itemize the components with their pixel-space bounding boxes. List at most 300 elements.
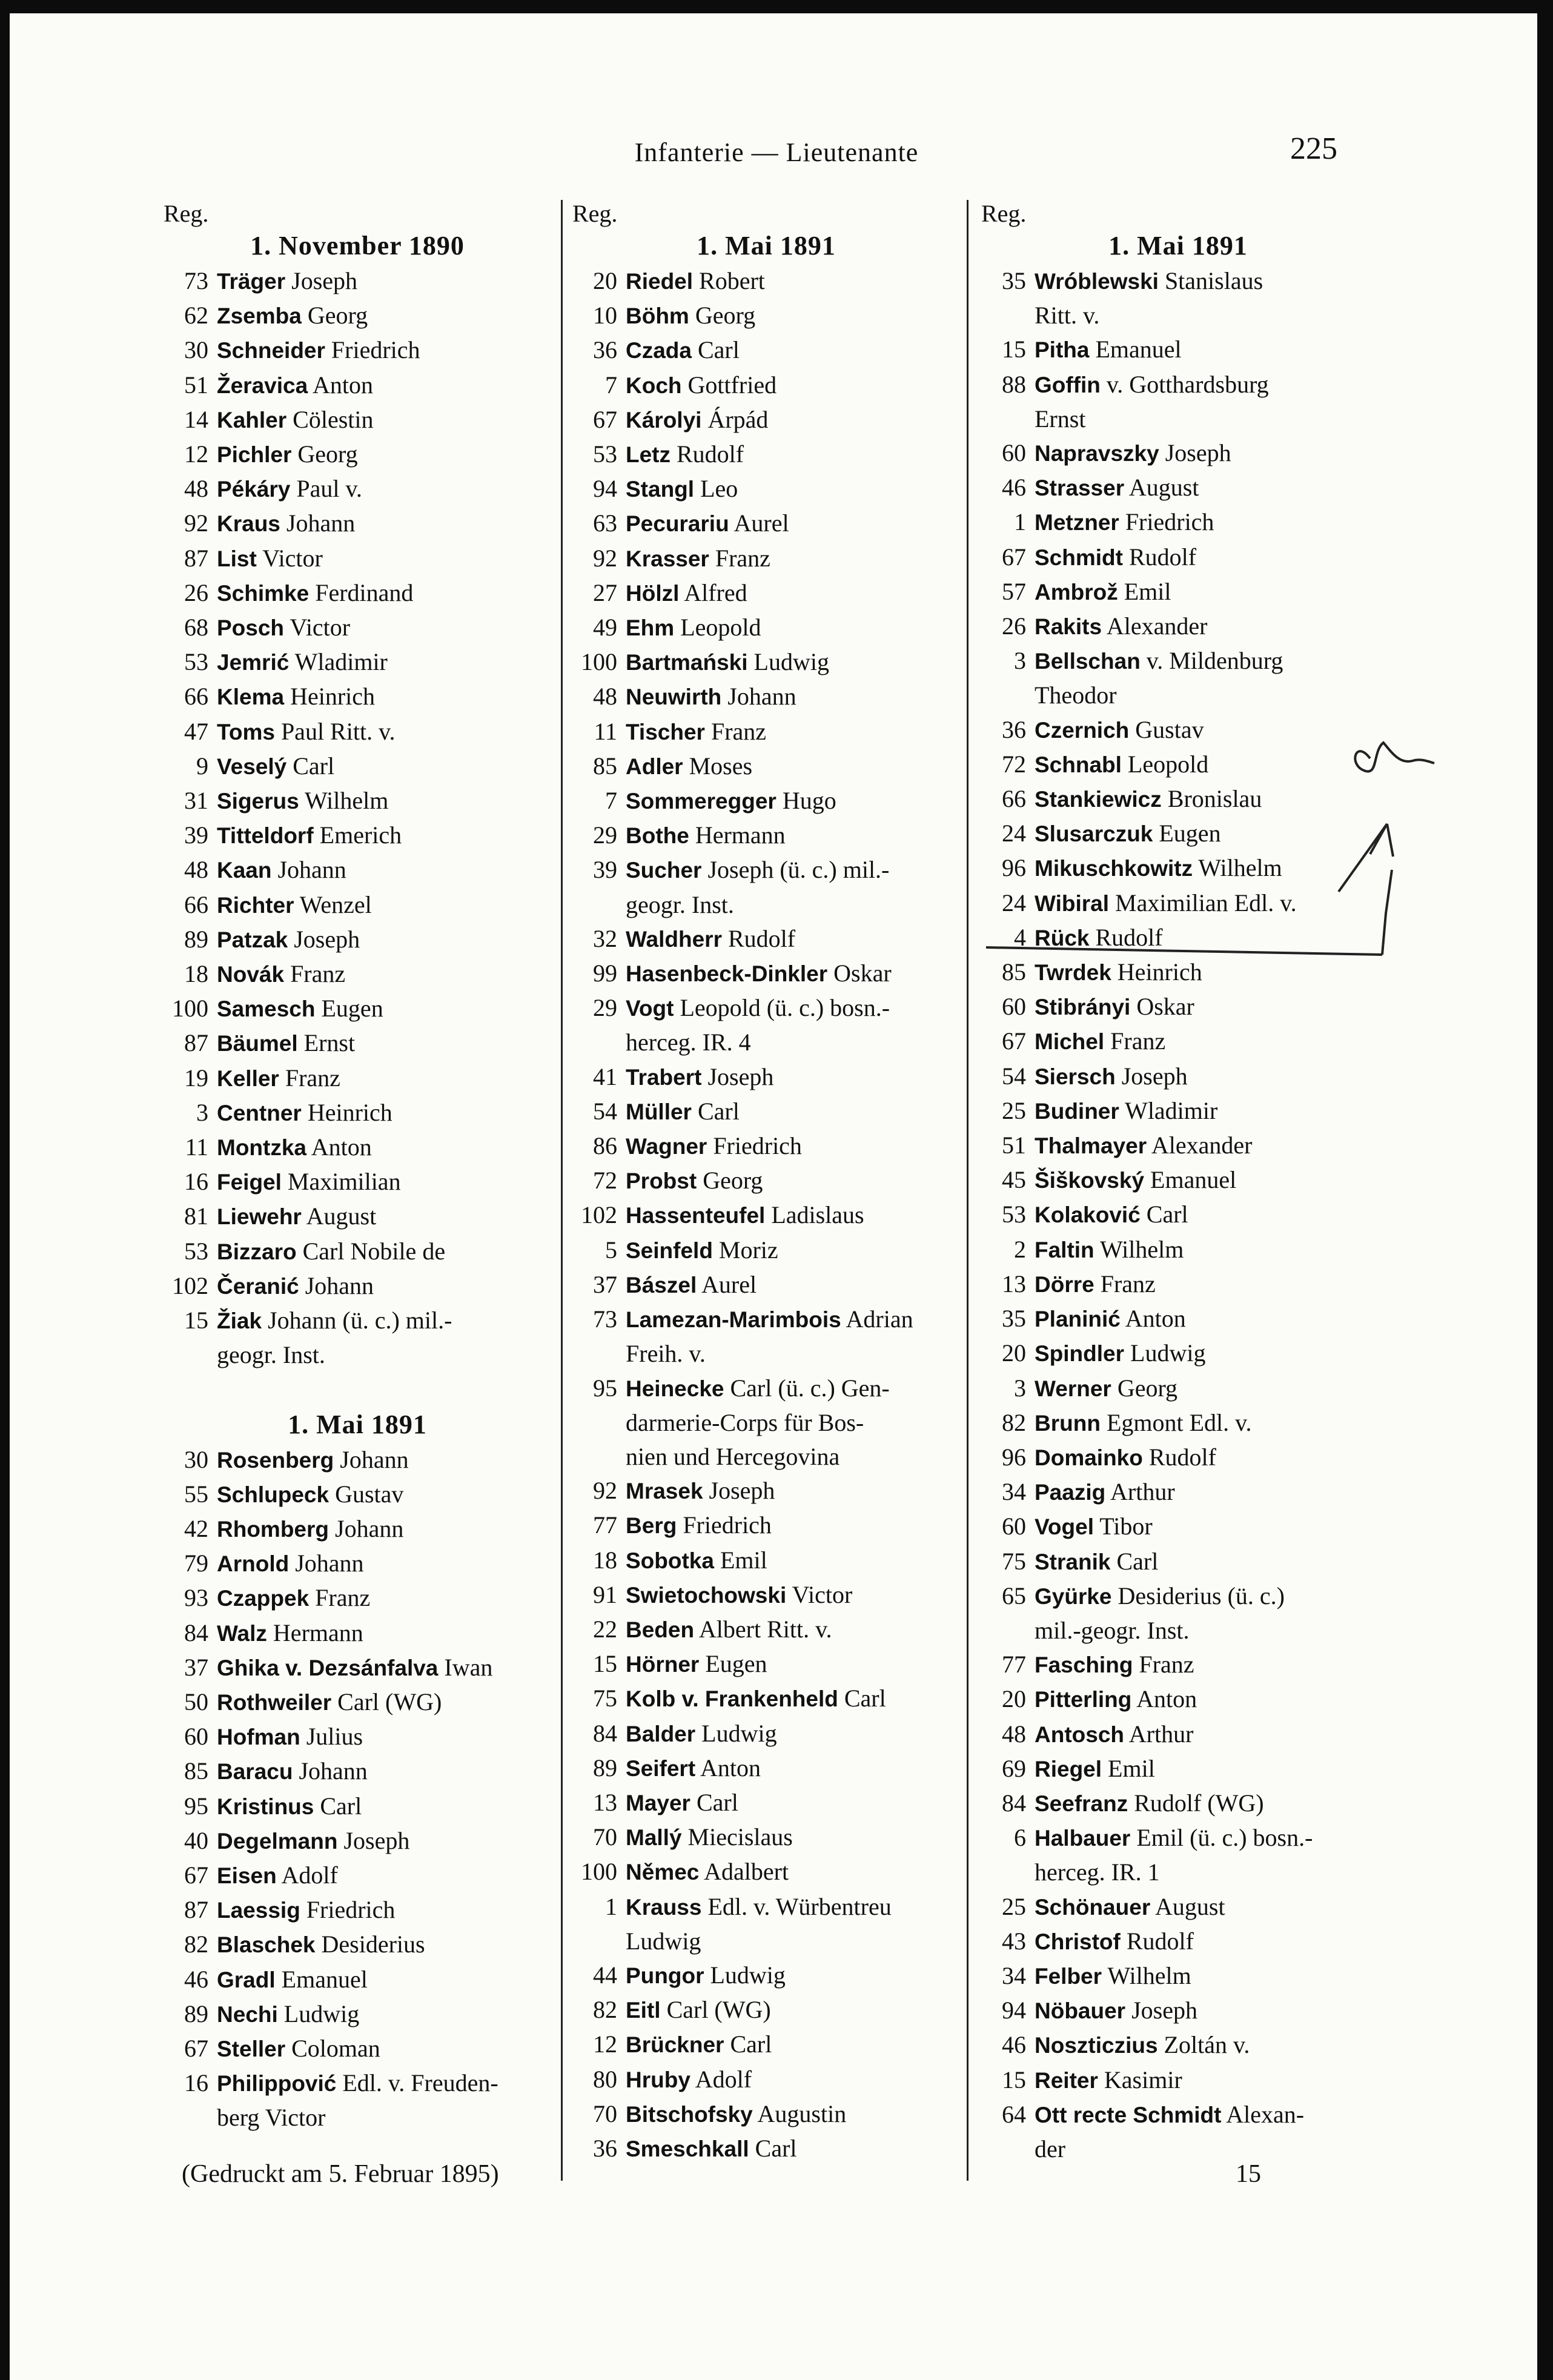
given-name: Alexander (1106, 612, 1208, 640)
regiment-number: 12 (593, 2030, 617, 2058)
surname: Berg (626, 1513, 677, 1539)
given-name: Leopold (ü. c.) bosn.- (680, 994, 890, 1022)
given-name: Wilhelm (1198, 854, 1282, 882)
surname: Philippović (217, 2071, 337, 2097)
regiment-number: 16 (184, 1168, 208, 1196)
surname: Veselý (217, 754, 287, 779)
surname: Riegel (1035, 1756, 1102, 1782)
surname: Eitl (626, 1998, 661, 2023)
surname: Müller (626, 1099, 692, 1124)
surname: Fasching (1035, 1652, 1133, 1678)
given-name: Carl (320, 1792, 362, 1820)
given-name: Ludwig (701, 1719, 777, 1747)
surname: Degelmann (217, 1828, 338, 1854)
regiment-number: 46 (1002, 2031, 1026, 2059)
surname: Faltin (1035, 1237, 1094, 1262)
surname: Bellschan (1035, 649, 1141, 674)
given-name: Joseph (ü. c.) mil.- (707, 856, 890, 884)
given-name: Ludwig (283, 2000, 360, 2027)
regiment-number: 95 (593, 1374, 617, 1402)
given-name: Gustav (1135, 715, 1204, 743)
surname: Jemrić (217, 650, 290, 675)
given-name: Carl (293, 752, 335, 780)
given-name: Carl (1146, 1201, 1188, 1228)
section-date-heading: 1. Mai 1891 (1108, 231, 1248, 260)
surname: Wagner (626, 1134, 707, 1159)
surname: Richter (217, 892, 294, 918)
regiment-number: 72 (1002, 750, 1026, 778)
surname: Träger (217, 269, 286, 294)
given-name: Alfred (684, 578, 747, 606)
surname: Christof (1035, 1929, 1121, 1954)
reg-label: Reg. (572, 200, 618, 227)
given-name: Carl (755, 2134, 797, 2162)
entry-continuation: nien und Hercegovina (626, 1442, 840, 1470)
given-name: Julius (306, 1723, 363, 1751)
regiment-number: 15 (1002, 2066, 1026, 2093)
regiment-number: 16 (184, 2069, 208, 2097)
given-name: Rudolf (WG) (1134, 1789, 1264, 1817)
given-name: Franz (1110, 1027, 1166, 1055)
regiment-number: 25 (1002, 1096, 1026, 1124)
regiment-number: 36 (1002, 715, 1026, 743)
surname: Antosch (1035, 1722, 1124, 1747)
regiment-number: 84 (1002, 1789, 1026, 1817)
given-name: Heinrich (290, 683, 376, 711)
given-name: Leopold (680, 614, 761, 641)
regiment-number: 102 (172, 1271, 208, 1299)
surname: Centner (217, 1100, 302, 1125)
given-name: Johann (299, 1757, 368, 1785)
given-name: Desiderius (321, 1931, 425, 1958)
surname: Michel (1035, 1029, 1105, 1055)
given-name: Joseph (707, 1062, 774, 1090)
regiment-number: 86 (593, 1132, 617, 1160)
regiment-number: 44 (593, 1961, 617, 1989)
given-name: Moses (689, 752, 753, 780)
surname: Bartmański (626, 650, 748, 675)
given-name: Carl (WG) (666, 1996, 771, 2024)
regiment-number: 69 (1002, 1754, 1026, 1782)
regiment-number: 13 (593, 1788, 617, 1816)
surname: Mallý (626, 1825, 682, 1851)
regiment-number: 85 (593, 752, 617, 780)
surname: Pitha (1035, 337, 1090, 363)
given-name: Alexan- (1226, 2100, 1305, 2128)
given-name: Joseph (291, 267, 358, 294)
surname: Keller (217, 1066, 279, 1091)
given-name: Victor (262, 544, 323, 572)
regiment-number: 39 (593, 856, 617, 884)
surname: Liewehr (217, 1204, 302, 1230)
surname: Sobotka (626, 1548, 714, 1573)
regiment-number: 70 (593, 1823, 617, 1851)
given-name: Franz (285, 1064, 340, 1092)
surname: Titteldorf (217, 823, 314, 849)
surname: Čeranić (217, 1273, 299, 1299)
regiment-number: 43 (1002, 1927, 1026, 1955)
entry-continuation: berg Victor (217, 2104, 326, 2132)
surname: Šiškovský (1035, 1168, 1145, 1193)
entry-continuation: geogr. Inst. (626, 890, 734, 918)
entry-continuation: herceg. IR. 1 (1035, 1858, 1160, 1886)
given-name: Franz (290, 960, 346, 988)
given-name: Joseph (1121, 1062, 1188, 1090)
surname: Trabert (626, 1064, 702, 1090)
given-name: Joseph (1131, 1997, 1197, 2024)
regiment-number: 45 (1002, 1166, 1026, 1194)
regiment-number: 60 (1002, 993, 1026, 1021)
surname: Bizzaro (217, 1239, 297, 1264)
surname: Czernich (1035, 717, 1130, 743)
surname: Sommeregger (626, 789, 776, 814)
given-name: Joseph (709, 1477, 775, 1505)
surname: Schimke (217, 580, 310, 606)
regiment-number: 18 (184, 960, 208, 988)
regiment-number: 1 (605, 1892, 617, 1920)
entry-continuation: darmerie-Corps für Bos- (626, 1408, 864, 1436)
given-name: Franz (710, 717, 767, 745)
given-name: Iwan (444, 1653, 493, 1681)
regiment-number: 14 (184, 405, 208, 433)
surname: Balder (626, 1721, 696, 1746)
surname: Kristinus (217, 1794, 314, 1819)
surname: Lamezan-Marimbois (626, 1307, 841, 1333)
regiment-number: 41 (593, 1062, 617, 1090)
regiment-number: 60 (1002, 1513, 1026, 1540)
regiment-number: 15 (184, 1307, 208, 1334)
given-name: Moriz (718, 1236, 778, 1264)
regiment-number: 24 (1002, 820, 1026, 847)
given-name: Anton (1136, 1685, 1197, 1713)
surname: Kahler (217, 407, 287, 433)
surname: Ambrož (1035, 579, 1118, 605)
regiment-number: 25 (1002, 1892, 1026, 1920)
given-name: Aurel (701, 1270, 757, 1298)
regiment-number: 95 (184, 1792, 208, 1820)
regiment-number: 87 (184, 544, 208, 572)
surname: Bitschofsky (626, 2101, 753, 2127)
given-name: August (1128, 474, 1199, 502)
surname: Němec (626, 1860, 700, 1885)
given-name: Stanislaus (1164, 267, 1263, 294)
given-name: Edl. v. Würbentreu (707, 1892, 892, 1920)
given-name: Franz (315, 1584, 371, 1612)
regiment-number: 54 (593, 1097, 617, 1125)
surname: Budiner (1035, 1098, 1119, 1124)
given-name: Gustav (335, 1480, 404, 1508)
regiment-number: 102 (581, 1201, 617, 1229)
surname: Koch (626, 373, 682, 398)
regiment-number: 36 (593, 336, 617, 364)
reg-label: Reg. (164, 200, 209, 227)
regiment-number: 6 (1014, 1824, 1026, 1852)
given-name: Carl (697, 336, 740, 364)
surname: Kolb v. Frankenheld (626, 1686, 838, 1712)
given-name: Georg (703, 1167, 763, 1195)
handwritten-bracket-line (1382, 870, 1392, 955)
surname: Zsemba (217, 303, 302, 329)
entry-continuation: der (1035, 2135, 1066, 2163)
surname: Rothweiler (217, 1689, 332, 1715)
surname: Arnold (217, 1551, 290, 1577)
regiment-number: 53 (184, 648, 208, 676)
regiment-number: 82 (593, 1996, 617, 2024)
given-name: Johann (340, 1445, 409, 1473)
given-name: Carl (1116, 1547, 1159, 1575)
regiment-number: 22 (593, 1615, 617, 1643)
surname: Laessig (217, 1898, 300, 1923)
regiment-number: 51 (184, 371, 208, 399)
surname: Rück (1035, 925, 1090, 950)
given-name: Johann (277, 856, 346, 884)
given-name: Aurel (733, 509, 789, 537)
regiment-number: 29 (593, 821, 617, 849)
regiment-number: 62 (184, 302, 208, 330)
given-name: Johann (305, 1271, 374, 1299)
regiment-number: 5 (605, 1236, 617, 1264)
regiment-number: 99 (593, 960, 617, 987)
given-name: Zoltán v. (1164, 2031, 1250, 2059)
regiment-number: 92 (593, 544, 617, 572)
given-name: Carl Nobile de (302, 1237, 446, 1265)
surname: Stibrányi (1035, 995, 1131, 1020)
surname: Napravszky (1035, 441, 1159, 466)
surname: Tischer (626, 719, 705, 744)
regiment-number: 2 (1014, 1235, 1026, 1263)
given-name: Oskar (1136, 993, 1194, 1021)
given-name: Rudolf (1128, 543, 1197, 571)
surname: Noszticzius (1035, 2033, 1158, 2058)
given-name: Joseph (343, 1826, 410, 1854)
regiment-number: 48 (184, 475, 208, 503)
given-name: Carl (730, 2030, 772, 2058)
regiment-number: 87 (184, 1029, 208, 1057)
given-name: Wenzel (299, 890, 372, 918)
given-name: Carl (697, 1097, 740, 1125)
given-name: Egmont Edl. v. (1106, 1408, 1252, 1436)
given-name: Leo (700, 475, 738, 503)
given-name: Miecislaus (687, 1823, 793, 1851)
regiment-number: 75 (1002, 1547, 1026, 1575)
given-name: Tibor (1099, 1513, 1153, 1540)
regiment-number: 73 (593, 1305, 617, 1333)
entry-continuation: Freih. v. (626, 1340, 706, 1368)
given-name: Emerich (319, 821, 402, 849)
given-name: Alexander (1151, 1132, 1253, 1159)
given-name: Arthur (1110, 1478, 1175, 1506)
given-name: Victor (290, 614, 351, 641)
given-name: Coloman (291, 2034, 380, 2062)
surname: Siersch (1035, 1064, 1116, 1089)
regiment-number: 88 (1002, 370, 1026, 398)
surname: Patzak (217, 927, 288, 952)
given-name: Rudolf (1148, 1443, 1216, 1471)
regiment-number: 42 (184, 1514, 208, 1542)
given-name: Hermann (273, 1619, 363, 1646)
given-name: Johann (727, 683, 796, 711)
handwritten-arrow-icon (1339, 824, 1393, 892)
regiment-number: 70 (593, 2100, 617, 2127)
surname: Halbauer (1035, 1826, 1131, 1851)
regiment-number: 92 (184, 509, 208, 537)
regiment-number: 66 (184, 683, 208, 711)
regiment-number: 96 (1002, 1443, 1026, 1471)
regiment-number: 18 (593, 1546, 617, 1574)
regiment-number: 31 (184, 787, 208, 815)
surname: Ott recte Schmidt (1035, 2102, 1222, 2127)
regiment-number: 27 (593, 578, 617, 606)
regiment-number: 36 (593, 2134, 617, 2162)
given-name: Heinrich (307, 1098, 392, 1126)
surname: Pungor (626, 1963, 704, 1988)
given-name: Emil (720, 1546, 767, 1574)
surname: Heinecke (626, 1376, 724, 1401)
surname: Schnabl (1035, 752, 1122, 777)
regiment-number: 60 (184, 1723, 208, 1751)
regiment-number: 84 (184, 1619, 208, 1646)
regiment-number: 37 (184, 1653, 208, 1681)
surname: Blaschek (217, 1932, 316, 1958)
handwritten-deletion-mark-icon (1355, 743, 1434, 772)
surname: Mikuschkowitz (1035, 856, 1193, 881)
regiment-number: 82 (184, 1931, 208, 1958)
surname: Neuwirth (626, 684, 722, 710)
surname: Planinić (1035, 1307, 1121, 1332)
given-name: Georg (695, 302, 756, 330)
given-name: Joseph (1165, 439, 1231, 467)
regiment-number: 20 (1002, 1339, 1026, 1367)
given-name: Franz (1100, 1270, 1156, 1298)
surname: Vogel (1035, 1514, 1094, 1540)
regiment-number: 79 (184, 1550, 208, 1577)
surname: Smeschkall (626, 2136, 749, 2161)
regiment-number: 60 (1002, 439, 1026, 467)
surname: Mayer (626, 1790, 690, 1815)
surname: Hörner (626, 1652, 700, 1677)
surname: Mrasek (626, 1479, 703, 1504)
surname: Metzner (1035, 510, 1119, 535)
surname: Kraus (217, 511, 280, 537)
given-name: Johann (286, 509, 356, 537)
given-name: Augustin (757, 2100, 847, 2127)
regiment-number: 32 (593, 924, 617, 952)
given-name: Carl (WG) (337, 1688, 442, 1715)
given-name: Maximilian Edl. v. (1115, 889, 1297, 917)
given-name: Anton (311, 1133, 372, 1161)
surname: Brunn (1035, 1410, 1101, 1436)
given-name: Bronislau (1167, 785, 1262, 813)
surname: Seinfeld (626, 1238, 713, 1263)
regiment-number: 57 (1002, 577, 1026, 605)
given-name: Hugo (782, 787, 836, 815)
regiment-number: 29 (593, 994, 617, 1022)
surname: Pitterling (1035, 1687, 1132, 1712)
surname: Rosenberg (217, 1447, 334, 1473)
given-name: Georg (307, 302, 368, 330)
regiment-number: 73 (184, 267, 208, 294)
regiment-number: 81 (184, 1202, 208, 1230)
section-date-heading: 1. Mai 1891 (697, 231, 836, 260)
surname: Gradl (217, 1967, 276, 1992)
regiment-number: 30 (184, 1445, 208, 1473)
given-name: Oskar (833, 960, 892, 987)
given-name: Emil (ü. c.) bosn.- (1136, 1824, 1313, 1852)
surname: Seifert (626, 1755, 696, 1781)
surname: Nechi (217, 2001, 278, 2027)
regiment-number: 15 (593, 1650, 617, 1678)
given-name: Adrian (846, 1305, 913, 1333)
surname: Hofman (217, 1725, 300, 1750)
surname: Kolaković (1035, 1202, 1141, 1228)
surname: Reiter (1035, 2067, 1098, 2093)
surname: Strasser (1035, 476, 1125, 501)
given-name: Emanuel (1150, 1166, 1237, 1194)
regiment-number: 77 (593, 1511, 617, 1539)
entry-continuation: herceg. IR. 4 (626, 1029, 751, 1056)
regiment-number: 37 (593, 1270, 617, 1298)
given-name: Edl. v. Freuden- (342, 2069, 498, 2097)
regiment-number: 15 (1002, 336, 1026, 363)
surname: Brückner (626, 2032, 724, 2058)
entry-continuation: Ludwig (626, 1927, 701, 1955)
given-name: Ladislaus (771, 1201, 864, 1229)
surname: Stangl (626, 477, 695, 502)
regiment-number: 9 (196, 752, 208, 780)
given-name: Kasimir (1104, 2066, 1182, 2093)
given-name: Wladimir (294, 648, 388, 676)
surname: Pecurariu (626, 511, 729, 537)
regiment-number: 54 (1002, 1062, 1026, 1090)
regiment-number: 100 (581, 648, 617, 676)
given-name: Anton (1125, 1305, 1186, 1333)
given-name: Friedrich (1125, 508, 1214, 536)
regiment-number: 19 (184, 1064, 208, 1092)
handwritten-strike-line (986, 947, 1382, 955)
surname: Bászel (626, 1272, 697, 1298)
regiment-number: 46 (1002, 474, 1026, 502)
regiment-number: 34 (1002, 1961, 1026, 1989)
regiment-number: 48 (184, 856, 208, 884)
surname: Dörre (1035, 1271, 1094, 1297)
given-name: Albert Ritt. v. (698, 1615, 832, 1643)
surname: Novák (217, 962, 285, 987)
surname: Paazig (1035, 1480, 1106, 1505)
given-name: Johann (ü. c.) mil.- (268, 1307, 452, 1334)
regiment-number: 68 (184, 614, 208, 641)
given-name: Ludwig (753, 648, 829, 676)
given-name: Adolf (695, 2065, 752, 2093)
surname: Werner (1035, 1376, 1111, 1401)
signature-mark: 15 (1236, 2160, 1261, 2188)
surname: Sigerus (217, 789, 299, 814)
given-name: Ludwig (710, 1961, 786, 1989)
regiment-number: 72 (593, 1167, 617, 1195)
regiment-number: 80 (593, 2065, 617, 2093)
entry-continuation: Ernst (1035, 405, 1086, 433)
surname: Czada (626, 338, 692, 363)
surname: Hasenbeck-Dinkler (626, 961, 828, 987)
regiment-number: 67 (1002, 1027, 1026, 1055)
regiment-number: 10 (593, 302, 617, 330)
regiment-number: 55 (184, 1480, 208, 1508)
surname: Žeravica (217, 373, 308, 398)
surname: Hruby (626, 2067, 690, 2092)
given-name: Maximilian (287, 1168, 401, 1196)
regiment-number: 47 (184, 717, 208, 745)
regiment-number: 66 (184, 890, 208, 918)
surname: Hölzl (626, 580, 680, 606)
